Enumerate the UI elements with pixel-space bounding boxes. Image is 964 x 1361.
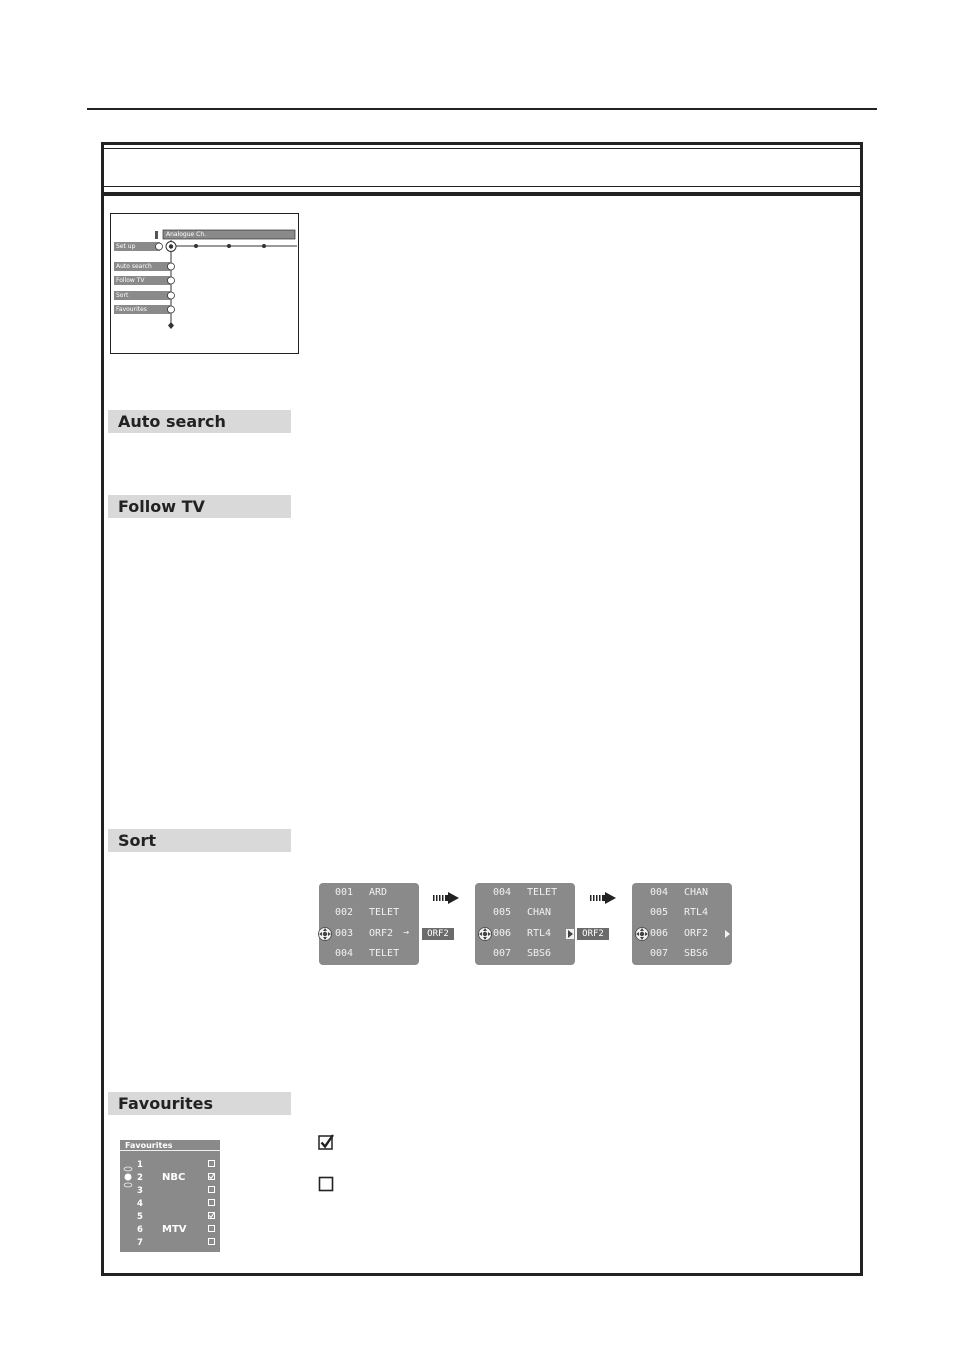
sort-row-selected: 006 ORF2 <box>650 928 709 939</box>
sort-row: 005 CHAN <box>493 907 552 918</box>
moving-channel-tag: ORF2 <box>577 928 609 940</box>
empty-box-icon <box>318 1176 334 1192</box>
sort-row: 001 ARD <box>335 887 388 898</box>
favourite-row: 3 <box>120 1184 220 1197</box>
sort-row: 007 SBS6 <box>650 948 709 959</box>
header-rule-top <box>104 148 860 149</box>
menu-item-auto-search: Auto search <box>116 263 152 270</box>
favourites-panel-title: Favourites <box>120 1140 220 1151</box>
header-rule-bottom <box>104 192 860 196</box>
empty-checkbox-icon <box>208 1160 215 1167</box>
sort-row: 007 SBS6 <box>493 948 552 959</box>
navigation-cursor-icon <box>635 927 649 941</box>
checked-box-icon <box>318 1134 334 1150</box>
favourite-row: 4 <box>120 1197 220 1210</box>
menu-setup-label: Set up <box>116 243 136 250</box>
favourite-row: 2 NBC <box>120 1171 220 1184</box>
navigation-cursor-icon <box>318 927 332 941</box>
sort-row-selected: 006 RTL4 <box>493 928 552 939</box>
empty-checkbox-icon <box>208 1225 215 1232</box>
favourite-row: 6 MTV <box>120 1223 220 1236</box>
navigation-cursor-icon <box>478 927 492 941</box>
sort-row: 004 TELET <box>335 948 400 959</box>
sort-row: 004 TELET <box>493 887 558 898</box>
sort-screen-1 <box>319 883 419 965</box>
favourite-row: 7 <box>120 1236 220 1249</box>
header-rule-middle <box>104 186 860 187</box>
sequence-arrow-icon <box>433 892 459 904</box>
sort-screen-2 <box>475 883 575 965</box>
section-heading-follow-tv: Follow TV <box>108 495 291 518</box>
menu-item-follow-tv: Follow TV <box>116 277 145 284</box>
menu-path-label: Analogue Ch. <box>166 231 207 238</box>
section-heading-sort: Sort <box>108 829 291 852</box>
menu-item-sort: Sort <box>116 292 129 299</box>
sort-row-selected: 003 ORF2 → <box>335 927 410 939</box>
menu-item-favourites: Favourites <box>116 306 147 313</box>
checked-checkbox-icon <box>208 1212 215 1219</box>
section-heading-auto-search: Auto search <box>108 410 291 433</box>
sort-row: 002 TELET <box>335 907 400 918</box>
sort-row: 005 RTL4 <box>650 907 709 918</box>
right-arrow-icon <box>723 929 731 939</box>
sort-screen-3 <box>632 883 732 965</box>
empty-checkbox-icon <box>208 1238 215 1245</box>
favourite-row: 5 <box>120 1210 220 1223</box>
empty-checkbox-icon <box>208 1199 215 1206</box>
right-arrow-icon <box>566 929 574 939</box>
sort-row: 004 CHAN <box>650 887 709 898</box>
moving-channel-tag: ORF2 <box>422 928 454 940</box>
top-rule <box>87 108 877 110</box>
section-heading-favourites: Favourites <box>108 1092 291 1115</box>
move-arrow-icon: → <box>403 927 410 938</box>
empty-checkbox-icon <box>208 1186 215 1193</box>
setup-menu-screenshot <box>110 213 299 354</box>
checked-checkbox-icon <box>208 1173 215 1180</box>
favourite-row: 1 <box>120 1158 220 1171</box>
favourites-panel <box>120 1140 220 1252</box>
sequence-arrow-icon <box>590 892 616 904</box>
